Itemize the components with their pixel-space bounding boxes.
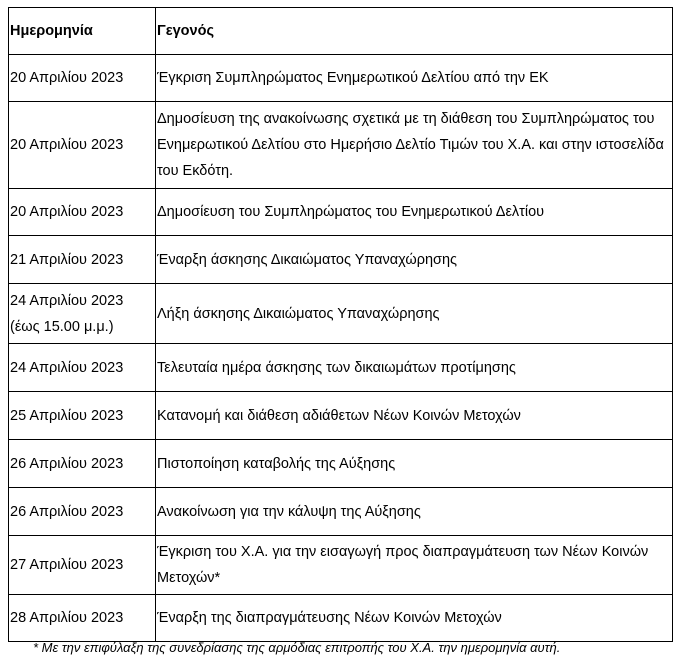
row-date [9, 344, 156, 392]
table-row [9, 236, 673, 284]
row-date [9, 595, 156, 642]
row-date [9, 536, 156, 595]
row-event: Ανακοίνωση για την κάλυψη της Αύξησης [156, 488, 673, 536]
row-date [9, 55, 156, 102]
timetable [8, 7, 673, 642]
row-date [9, 284, 156, 344]
table-row [9, 344, 673, 392]
row-date-text: 25 Απριλίου 2023 [10, 407, 124, 424]
table-row [9, 536, 673, 595]
row-date-text: 26 Απριλίου 2023 [10, 503, 124, 520]
row-event: Δημοσίευση της ανακοίνωσης σχετικά με τη διάθεση του Συμπληρώματος του Ενημερωτικού Δελτίου στο Ημερήσιο Δελτίο Τιμών του Χ.Α. και στην ιστοσελίδα του Εκδότη. [156, 102, 673, 189]
footnote: * Με την επιφύλαξη της συνεδρίασης της αρμόδιας επιτροπής του Χ.Α. την ημερομηνία αυτή. [33, 640, 561, 655]
row-date [9, 488, 156, 536]
row-date-text: 24 Απριλίου 2023 [10, 359, 124, 376]
row-date [9, 440, 156, 488]
row-date-text: 26 Απριλίου 2023 [10, 455, 124, 472]
header-date: Ημερομηνία [9, 8, 156, 55]
row-date-text: 27 Απριλίου 2023 [10, 557, 124, 573]
row-event: Δημοσίευση του Συμπληρώματος του Ενημερωτικού Δελτίου [156, 189, 673, 236]
row-date-text: 21 Απριλίου 2023 [10, 251, 124, 268]
table-row [9, 55, 673, 102]
row-event: Έγκριση Συμπληρώματος Ενημερωτικού Δελτίου από την ΕΚ [156, 55, 673, 102]
row-event: Έναρξη άσκησης Δικαιώματος Υπαναχώρησης [156, 236, 673, 284]
table-header-row [9, 8, 673, 55]
row-date-text: 20 Απριλίου 2023 [10, 204, 124, 220]
row-date-text: 20 Απριλίου 2023 [10, 137, 124, 153]
row-date [9, 392, 156, 440]
row-date [9, 189, 156, 236]
row-date-text: 20 Απριλίου 2023 [10, 70, 124, 86]
table-row [9, 392, 673, 440]
row-event: Πιστοποίηση καταβολής της Αύξησης [156, 440, 673, 488]
row-event: Λήξη άσκησης Δικαιώματος Υπαναχώρησης [156, 284, 673, 344]
table-row [9, 440, 673, 488]
header-event: Γεγονός [156, 8, 673, 55]
row-date-text: 24 Απριλίου 2023 [10, 292, 124, 309]
row-event: Τελευταία ημέρα άσκησης των δικαιωμάτων προτίμησης [156, 344, 673, 392]
row-event: Έναρξη της διαπραγμάτευσης Νέων Κοινών Μετοχών [156, 595, 673, 642]
row-event: Έγκριση του Χ.Α. για την εισαγωγή προς διαπραγμάτευση των Νέων Κοινών Μετοχών* [156, 536, 673, 595]
row-date [9, 102, 156, 189]
row-date-note: (έως 15.00 μ.μ.) [10, 318, 114, 335]
row-date [9, 236, 156, 284]
table-row [9, 488, 673, 536]
table-row [9, 189, 673, 236]
table-row [9, 595, 673, 642]
table-row [9, 102, 673, 189]
table-row [9, 284, 673, 344]
row-event: Κατανομή και διάθεση αδιάθετων Νέων Κοινών Μετοχών [156, 392, 673, 440]
row-date-text: 28 Απριλίου 2023 [10, 610, 124, 626]
